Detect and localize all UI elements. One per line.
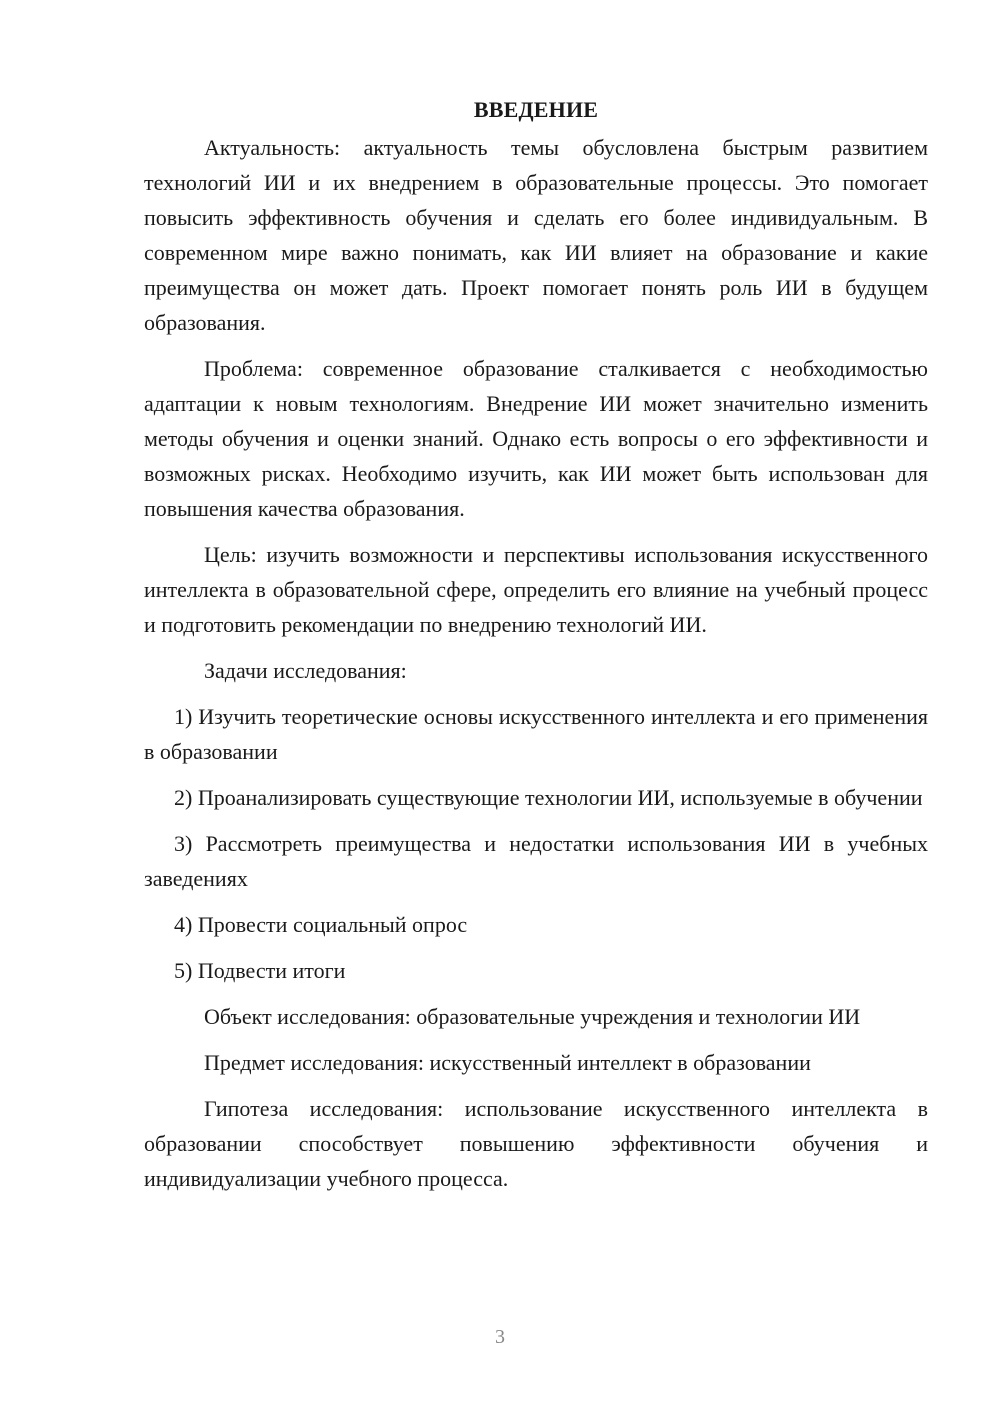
goal-paragraph: Цель: изучить возможности и перспективы использования искусственного интеллекта в образовательной сфере, определить его влияние на учебный процесс и подготовить рекомендации по внедрению технологий ИИ.	[144, 542, 928, 637]
page-number: 3	[495, 1326, 505, 1348]
research-subject-paragraph: Предмет исследования: искусственный интеллект в образовании	[204, 1050, 811, 1075]
research-object-paragraph: Объект исследования: образовательные учреждения и технологии ИИ	[204, 1004, 861, 1029]
document-page	[144, 92, 928, 1207]
task-item: 5) Подвести итоги	[174, 958, 346, 983]
hypothesis-paragraph: Гипотеза исследования: использование искусственного интеллекта в образовании способствует повышению эффективности обучения и индивидуализации учебного процесса.	[144, 1096, 928, 1191]
relevance-paragraph: Актуальность: актуальность темы обусловлена быстрым развитием технологий ИИ и их внедрением в образовательные процессы. Это помогает повысить эффективность обучения и сделать его более индивидуальным. В современном мире важно понимать, как ИИ влияет на образование и какие преимущества он может дать. Проект помогает понять роль ИИ в будущем образования.	[144, 135, 928, 335]
task-item: 1) Изучить теоретические основы искусственного интеллекта и его применения в образовании	[144, 704, 928, 764]
task-item: 4) Провести социальный опрос	[174, 912, 468, 937]
task-item: 3) Рассмотреть преимущества и недостатки использования ИИ в учебных заведениях	[144, 831, 928, 891]
tasks-title: Задачи исследования:	[204, 658, 407, 683]
task-item: 2) Проанализировать существующие технологии ИИ, используемые в обучении	[174, 785, 923, 810]
section-heading: ВВЕДЕНИЕ	[473, 97, 599, 122]
problem-paragraph: Проблема: современное образование сталкивается с необходимостью адаптации к новым технологиям. Внедрение ИИ может значительно изменить методы обучения и оценки знаний. Однако есть вопросы о его эффективности и возможных рисках. Необходимо изучить, как ИИ может быть использован для повышения качества образования.	[144, 356, 928, 521]
